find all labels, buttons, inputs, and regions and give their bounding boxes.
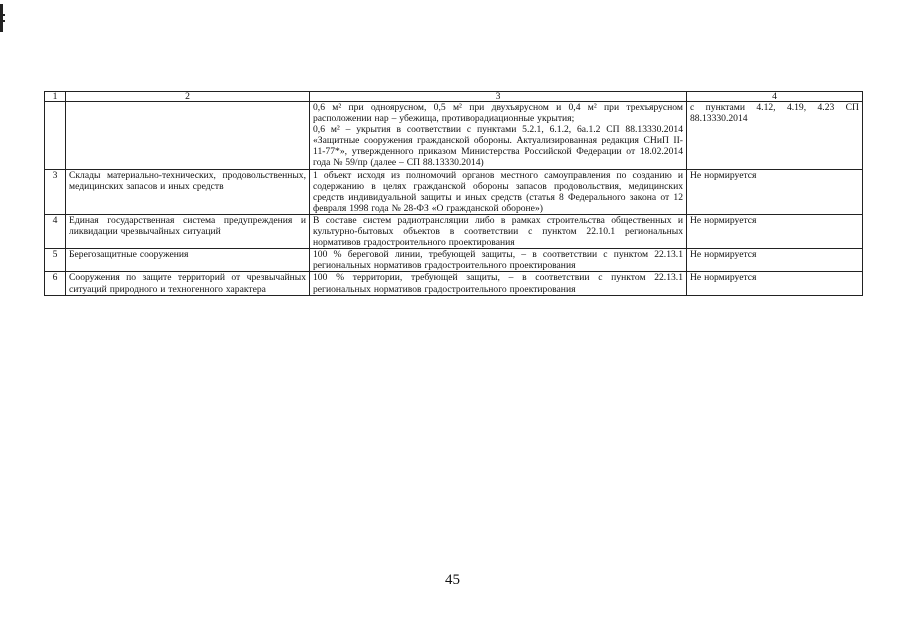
column-number-3: 3 [310, 92, 687, 102]
object-name: Склады материально-технических, продовольственных, медицинских запасов и иных средств [66, 169, 310, 214]
object-name: Сооружения по защите территорий от чрезвычайных ситуаций природного и техногенного характера [66, 272, 310, 295]
requirement-cell [310, 214, 687, 248]
requirement-paragraph: 100 % территории, требующей защиты, – в соответствии с пунктом 22.13.1 региональных нормативов градостроительного проектирования [313, 272, 683, 295]
requirement-cell [310, 169, 687, 214]
table-row [45, 214, 863, 248]
scan-edge-tick [0, 14, 5, 16]
requirement-cell [310, 102, 687, 170]
row-number: 5 [45, 249, 66, 272]
requirement-paragraph: 100 % береговой линии, требующей защиты, – в соответствии с пунктом 22.13.1 региональных нормативов градостроительного проектирования [313, 249, 683, 272]
requirement-paragraph: 0,6 м² – укрытия в соответствии с пунктами 5.2.1, 6.1.2, 6а.1.2 СП 88.13330.2014 «Защитные сооружения гражданской обороны. Актуализированная редакция СНиП II-11-77*», утвержденного приказом Министерства Российской Федерации от 18.02.2014 года № 59/пр (далее – СП 88.13330.2014) [313, 124, 683, 169]
requirement-cell [310, 249, 687, 272]
page-number: 45 [445, 572, 460, 588]
table-row [45, 102, 863, 170]
norms-table [44, 91, 863, 296]
table-row [45, 249, 863, 272]
row-number [45, 102, 66, 170]
object-name: Берегозащитные сооружения [66, 249, 310, 272]
object-name [66, 102, 310, 170]
column-number-2: 2 [66, 92, 310, 102]
object-name: Единая государственная система предупреждения и ликвидации чрезвычайных ситуаций [66, 214, 310, 248]
scan-edge-mark [0, 4, 3, 32]
row-number: 4 [45, 214, 66, 248]
norm-cell: Не нормируется [687, 214, 863, 248]
table-header-row [45, 92, 863, 102]
row-number: 3 [45, 169, 66, 214]
row-number: 6 [45, 272, 66, 295]
norm-cell: Не нормируется [687, 249, 863, 272]
table-row [45, 272, 863, 295]
requirement-paragraph: 1 объект исходя из полномочий органов местного самоуправления по созданию и содержанию в целях гражданской обороны запасов продовольствия, медицинских средств индивидуальной защиты и иных средств (статья 8 Федерального закона от 12 февраля 1998 года № 28-ФЗ «О гражданской обороне») [313, 169, 683, 214]
norm-cell: с пунктами 4.12, 4.19, 4.23 СП 88.13330.2014 [687, 102, 863, 170]
norm-cell: Не нормируется [687, 169, 863, 214]
table-row [45, 169, 863, 214]
scan-edge-tick [0, 20, 5, 22]
column-number-1: 1 [45, 92, 66, 102]
requirement-cell [310, 272, 687, 295]
requirement-paragraph: В составе систем радиотрансляции либо в рамках строительства общественных и культурно-бытовых объектов в соответствии с пунктом 22.10.1 региональных нормативов градостроительного проектирования [313, 214, 683, 249]
requirement-paragraph: 0,6 м² при одноярусном, 0,5 м² при двухъярусном и 0,4 м² при трехъярусном расположении нар – убежища, противорадиационные укрытия; [313, 102, 683, 125]
column-number-4: 4 [687, 92, 863, 102]
norm-cell: Не нормируется [687, 272, 863, 295]
